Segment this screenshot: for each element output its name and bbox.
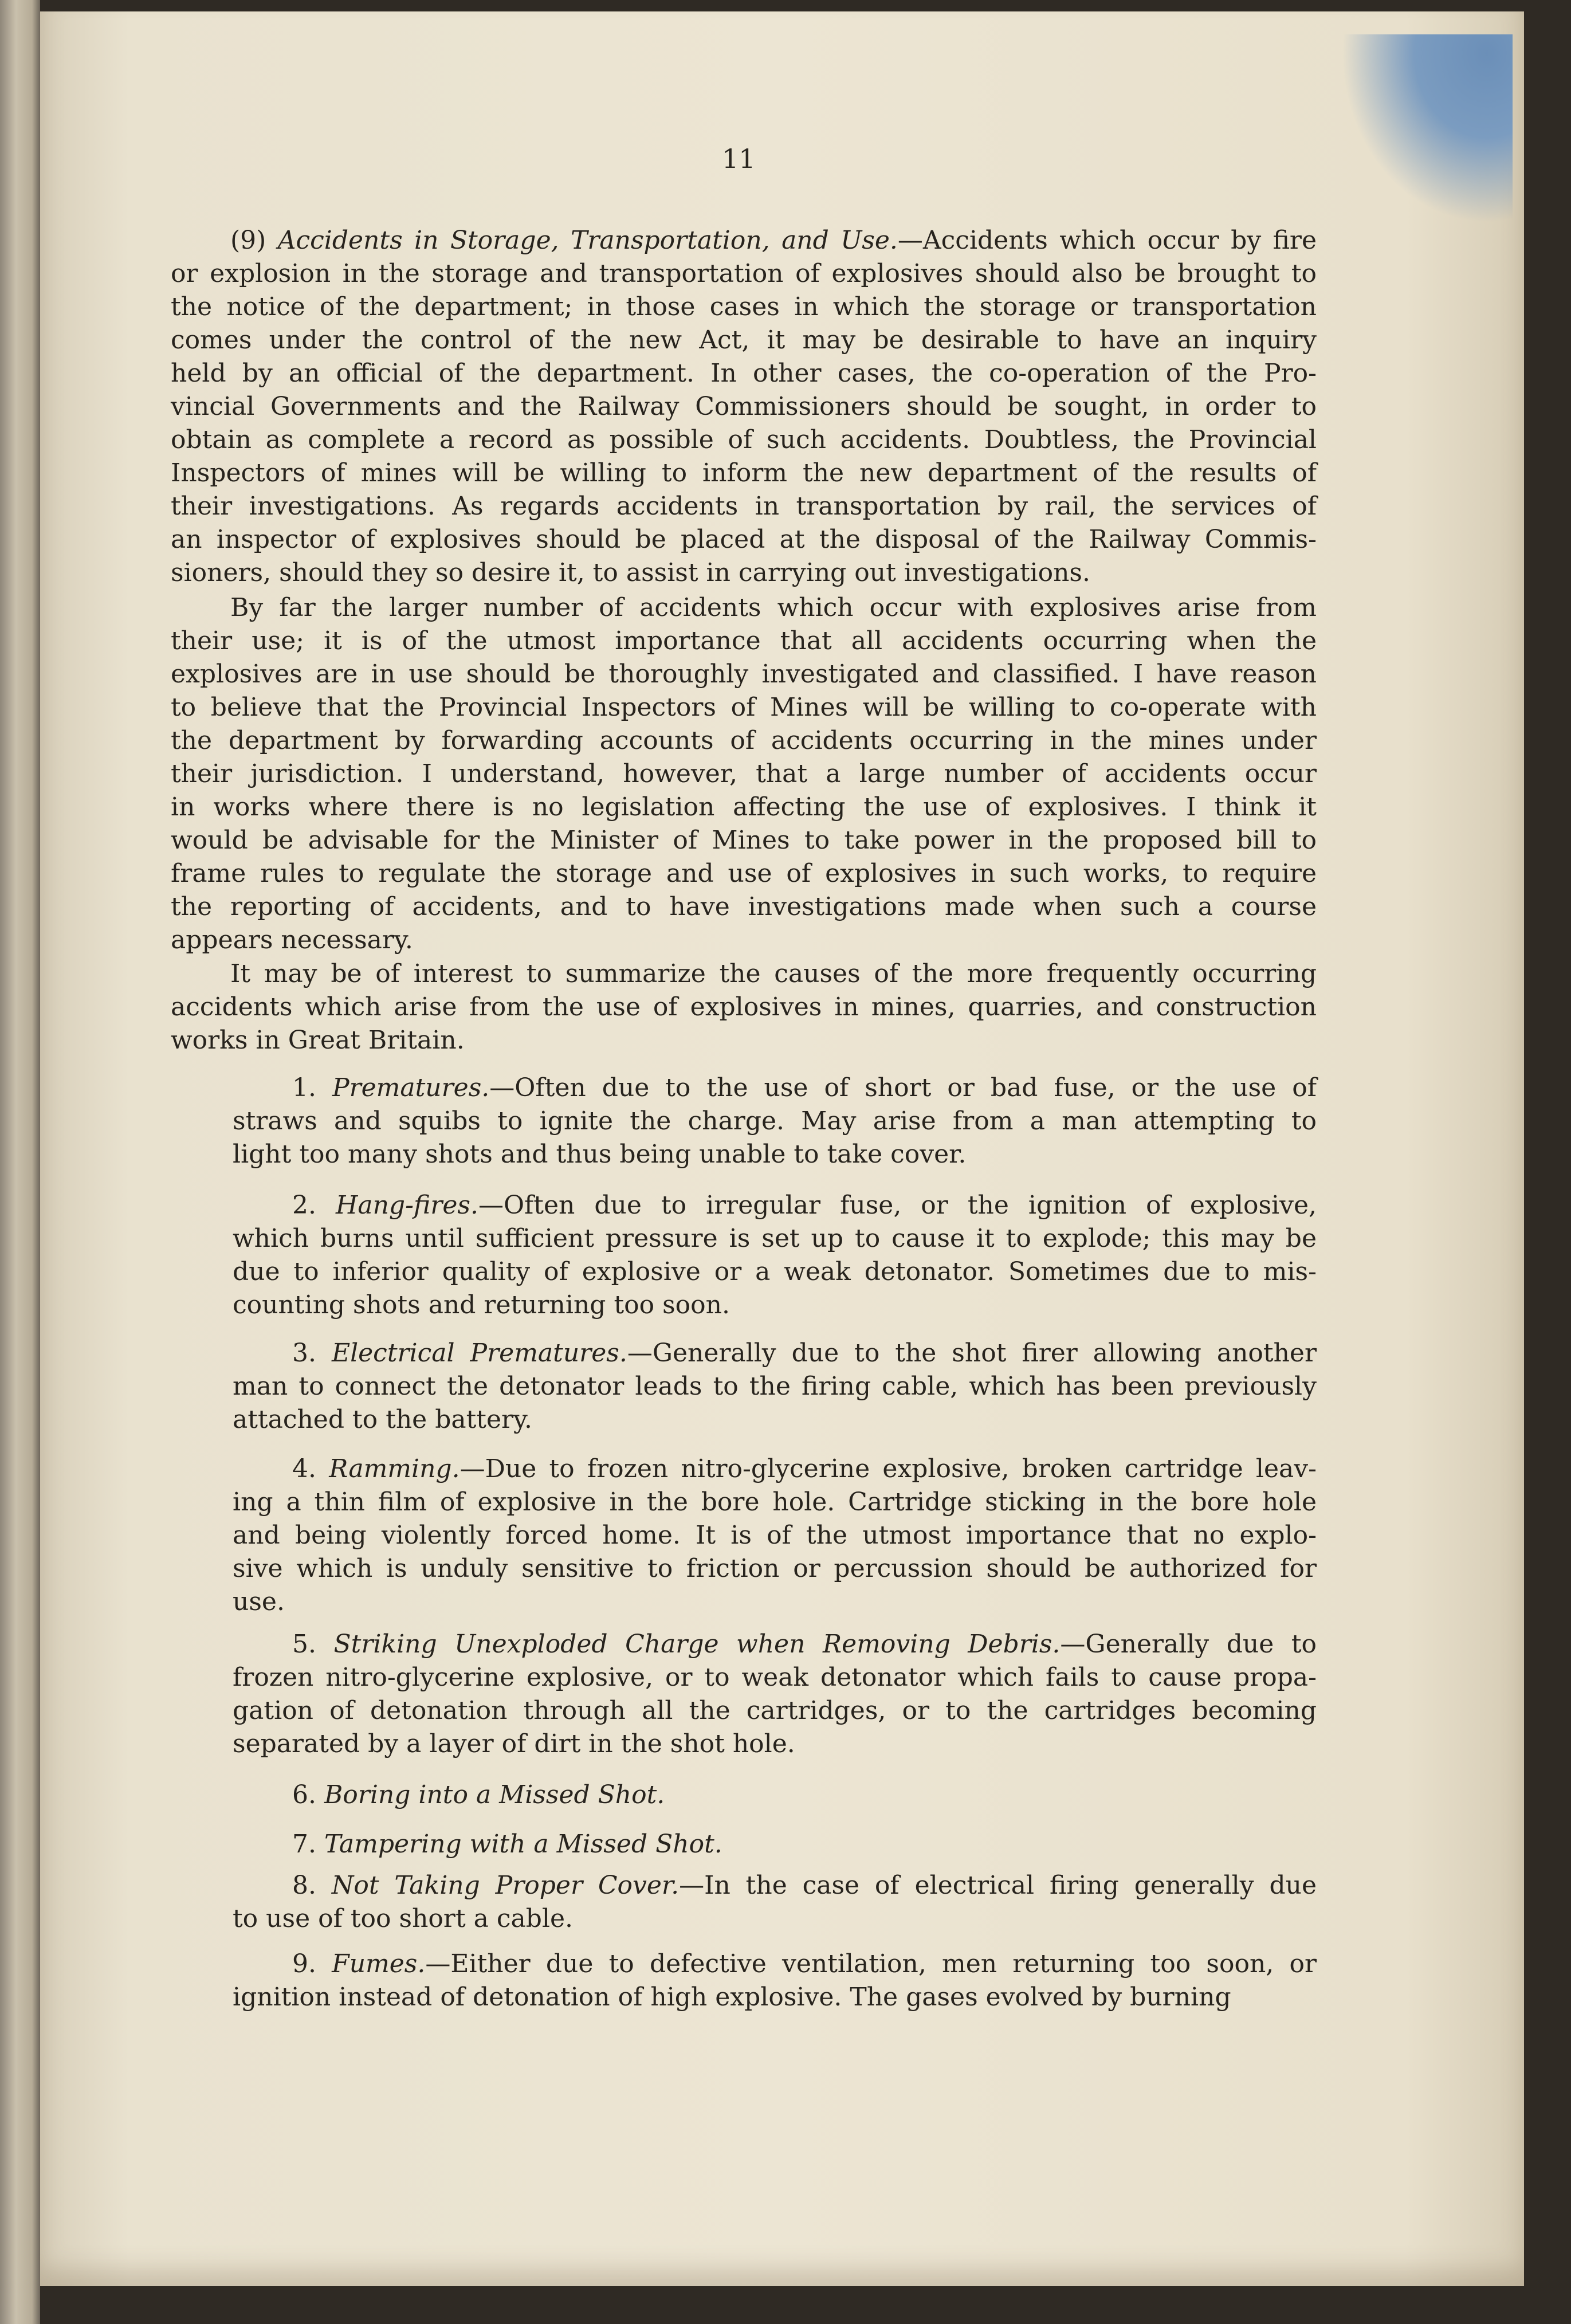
text-line: due to inferior quality of explosive or a weak detonator. Sometimes due to mis- bbox=[233, 1257, 1317, 1286]
italic-heading: Boring into a Missed Shot. bbox=[324, 1780, 665, 1809]
text-line: vincial Governments and the Railway Commissioners should be sought, in order to bbox=[171, 392, 1317, 421]
italic-heading: Tampering with a Missed Shot. bbox=[324, 1830, 722, 1859]
italic-heading: Hang-fires. bbox=[335, 1191, 478, 1220]
text-span: 6. bbox=[292, 1780, 324, 1809]
page-stain bbox=[1341, 34, 1513, 223]
text-span: 7. bbox=[292, 1830, 324, 1859]
text-line bbox=[171, 957, 1317, 991]
text-line: sive which is unduly sensitive to friction or percussion should be authorized for bbox=[233, 1554, 1317, 1583]
text-span: —Often due to the use of short or bad fuse, or the use of bbox=[489, 1073, 1317, 1102]
text-line: an inspector of explosives should be placed at the disposal of the Railway Commis- bbox=[171, 525, 1317, 554]
italic-heading: Not Taking Proper Cover. bbox=[331, 1871, 680, 1900]
text-line: light too many shots and thus being unable to take cover. bbox=[233, 1140, 967, 1169]
numbered-item bbox=[233, 1189, 1317, 1322]
text-line: Inspectors of mines will be willing to inform the new department of the results of bbox=[171, 458, 1317, 488]
italic-heading: Prematures. bbox=[332, 1073, 490, 1102]
text-line: attached to the battery. bbox=[233, 1405, 533, 1434]
numbered-item bbox=[233, 1628, 1317, 1761]
numbered-item bbox=[233, 1869, 1317, 1936]
paragraph bbox=[171, 591, 1317, 957]
text-line: ing a thin film of explosive in the bore hole. Cartridge sticking in the bore hole bbox=[233, 1487, 1317, 1517]
text-line: to believe that the Provincial Inspectors of Mines will be willing to co-operate with bbox=[171, 693, 1317, 722]
text-line: the reporting of accidents, and to have investigations made when such a course bbox=[171, 892, 1317, 921]
text-span: —Due to frozen nitro-glycerine explosive, broken cartridge leav- bbox=[459, 1454, 1317, 1483]
text-span: —Either due to defective ventilation, men returning too soon, or bbox=[425, 1949, 1317, 1978]
text-line: appears necessary. bbox=[171, 925, 413, 955]
text-line: ignition instead of detonation of high explosive. The gases evolved by burning bbox=[233, 1983, 1231, 2012]
text-line: frozen nitro-glycerine explosive, or to weak detonator which fails to cause propa- bbox=[233, 1663, 1317, 1692]
text-line: their jurisdiction. I understand, however, that a large number of accidents occur bbox=[171, 759, 1317, 788]
text-line: frame rules to regulate the storage and use of explosives in such works, to require bbox=[171, 859, 1317, 888]
page-number: 11 bbox=[722, 143, 756, 174]
italic-heading: Accidents in Storage, Transportation, and Use. bbox=[277, 226, 898, 255]
text-line: held by an official of the department. In other cases, the co-operation of the Pro- bbox=[171, 359, 1317, 388]
numbered-item bbox=[233, 1071, 1317, 1171]
text-line: separated by a layer of dirt in the shot hole. bbox=[233, 1729, 795, 1758]
text-span: 1. bbox=[292, 1073, 332, 1102]
text-span: —Often due to irregular fuse, or the ignition of explosive, bbox=[478, 1191, 1317, 1220]
text-span: 9. bbox=[292, 1949, 332, 1978]
text-line bbox=[233, 1869, 1317, 1902]
text-line bbox=[233, 1071, 1317, 1105]
text-span: —Generally due to bbox=[1060, 1630, 1317, 1659]
text-line: or explosion in the storage and transportation of explosives should also be brought to bbox=[171, 259, 1317, 288]
text-line: would be advisable for the Minister of Mines to take power in the proposed bill to bbox=[171, 826, 1317, 855]
text-line bbox=[233, 1337, 1317, 1370]
text-line bbox=[171, 224, 1317, 257]
text-line: counting shots and returning too soon. bbox=[233, 1290, 730, 1320]
text-line: to use of too short a cable. bbox=[233, 1904, 573, 1933]
text-span: —Generally due to the shot firer allowing another bbox=[627, 1338, 1317, 1368]
text-line: man to connect the detonator leads to the firing cable, which has been previously bbox=[233, 1372, 1317, 1401]
numbered-item bbox=[233, 1828, 1317, 1861]
text-span: By far the larger number of accidents which occur with explosives arise from bbox=[230, 593, 1317, 622]
text-line: gation of detonation through all the cartridges, or to the cartridges becoming bbox=[233, 1696, 1317, 1725]
italic-heading: Ramming. bbox=[329, 1454, 460, 1483]
text-line bbox=[233, 1452, 1317, 1486]
paragraph bbox=[171, 957, 1317, 1057]
text-line: which burns until sufficient pressure is set up to cause it to explode; this may be bbox=[233, 1224, 1317, 1253]
text-span: (9) bbox=[230, 226, 278, 255]
numbered-item bbox=[233, 1948, 1317, 2014]
text-line: comes under the control of the new Act, it may be desirable to have an inquiry bbox=[171, 325, 1317, 355]
text-line: explosives are in use should be thoroughly investigated and classified. I have reason bbox=[171, 659, 1317, 689]
paragraph bbox=[171, 224, 1317, 590]
numbered-item bbox=[233, 1452, 1317, 1619]
text-span: 5. bbox=[292, 1630, 334, 1659]
text-line bbox=[171, 591, 1317, 625]
text-line bbox=[233, 1948, 1317, 1981]
text-line bbox=[233, 1828, 1317, 1861]
text-line: accidents which arise from the use of explosives in mines, quarries, and construction bbox=[171, 992, 1317, 1022]
text-span: 3. bbox=[292, 1338, 332, 1368]
numbered-item bbox=[233, 1337, 1317, 1436]
text-line: use. bbox=[233, 1587, 285, 1616]
italic-heading: Fumes. bbox=[332, 1949, 426, 1978]
text-line: their investigations. As regards accidents in transportation by rail, the services of bbox=[171, 492, 1317, 521]
text-span: 4. bbox=[292, 1454, 329, 1483]
text-span: —Accidents which occur by fire bbox=[897, 226, 1317, 255]
text-span: It may be of interest to summarize the causes of the more frequently occurring bbox=[230, 959, 1317, 988]
italic-heading: Electrical Prematures. bbox=[331, 1338, 627, 1368]
text-line: the notice of the department; in those cases in which the storage or transportation bbox=[171, 292, 1317, 321]
text-span: —In the case of electrical firing generally due bbox=[679, 1871, 1317, 1900]
numbered-item bbox=[233, 1779, 1317, 1812]
italic-heading: Striking Unexploded Charge when Removing Debris. bbox=[333, 1630, 1061, 1659]
text-line: sioners, should they so desire it, to assist in carrying out investigations. bbox=[171, 558, 1090, 587]
text-line bbox=[233, 1189, 1317, 1222]
text-line: obtain as complete a record as possible of such accidents. Doubtless, the Provincial bbox=[171, 425, 1317, 454]
book-binding bbox=[0, 0, 40, 2324]
text-line: straws and squibs to ignite the charge. May arise from a man attempting to bbox=[233, 1106, 1317, 1136]
text-span: 8. bbox=[292, 1871, 332, 1900]
text-line bbox=[233, 1779, 1317, 1812]
text-line: works in Great Britain. bbox=[171, 1026, 465, 1055]
text-span: 2. bbox=[292, 1191, 336, 1220]
text-line bbox=[233, 1628, 1317, 1661]
text-line: and being violently forced home. It is of the utmost importance that no explo- bbox=[233, 1521, 1317, 1550]
text-line: in works where there is no legislation affecting the use of explosives. I think it bbox=[171, 792, 1317, 822]
text-line: the department by forwarding accounts of accidents occurring in the mines under bbox=[171, 726, 1317, 755]
text-line: their use; it is of the utmost importance that all accidents occurring when the bbox=[171, 626, 1317, 655]
